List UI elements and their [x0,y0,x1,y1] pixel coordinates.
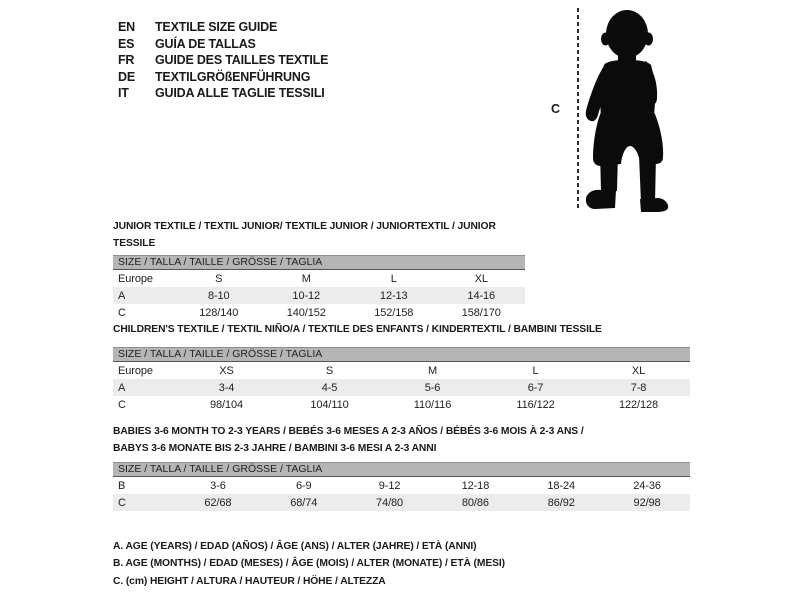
row-label: Europe [118,272,153,285]
lang-label: TEXTILE SIZE GUIDE [155,20,278,34]
table-cell: 10-12 [292,289,321,302]
table-cell: 9-12 [378,479,401,492]
table-cell: 152/158 [374,306,414,319]
table-row [113,379,690,396]
lang-label: GUIDE DES TAILLES TEXTILE [155,53,329,68]
toddler-silhouette-icon [580,5,690,215]
size-header-bar: SIZE / TALLA / TAILLE / GRÖSSE / TAGLIA [113,255,525,270]
table-cell: XS [219,364,234,377]
babies-size-table [113,477,690,511]
height-measure-dashed-line-icon [577,8,579,211]
row-label: C [118,306,126,319]
lang-row-es [118,36,328,53]
row-label: C [118,496,126,509]
table-cell: 8-10 [207,289,230,302]
table-cell: L [532,364,539,377]
table-cell: 3-6 [210,479,226,492]
babies-textile-section [113,423,690,511]
table-row [113,287,525,304]
junior-textile-section [113,218,525,321]
table-cell: 5-6 [424,381,441,394]
table-cell: 24-36 [633,479,661,492]
row-label: A [118,289,126,302]
table-cell: 98/104 [209,398,244,411]
table-cell: 6-7 [527,381,544,394]
table-cell: 116/122 [516,398,555,411]
table-cell: 86/92 [547,496,575,509]
lang-code: EN [118,20,135,34]
table-cell: 104/110 [310,398,349,411]
table-row [113,362,690,379]
section-title [113,423,690,457]
footnote-a: A. AGE (YEARS) / EDAD (AÑOS) / ÂGE (ANS) / ALTER (JAHRE) / ETÀ (ANNI) [113,541,477,552]
childrens-size-table [113,362,690,413]
lang-row-it [118,85,328,102]
lang-code: IT [118,86,129,101]
table-cell: 3-4 [218,381,235,394]
table-cell: XL [474,272,488,285]
table-cell: 4-5 [321,381,338,394]
table-row [113,396,690,413]
table-cell: 92/98 [633,496,661,509]
row-label: A [118,381,126,394]
size-header-bar: SIZE / TALLA / TAILLE / GRÖSSE / TAGLIA [113,462,690,477]
junior-size-table [113,270,525,321]
table-cell: M [427,364,438,377]
row-label: B [118,479,126,492]
footnotes [113,538,505,590]
table-cell: L [390,272,397,285]
section-title-line2: BABYS 3-6 MONATE BIS 2-3 JAHRE / BAMBINI 3-6 MESI A 2-3 ANNI [113,443,437,454]
table-row [113,270,525,287]
table-cell: 158/170 [461,306,501,319]
lang-row-en [118,19,328,36]
section-title: CHILDREN'S TEXTILE / TEXTIL NIÑO/A / TEXTILE DES ENFANTS / KINDERTEXTIL / BAMBINI TESSILE [113,324,602,335]
table-cell: 80/86 [461,496,489,509]
table-cell: 7-8 [630,381,647,394]
lang-label: TEXTILGRÖßENFÜHRUNG [155,69,311,84]
table-cell: 128/140 [199,306,239,319]
lang-code: FR [118,53,135,68]
footnote-c: C. (cm) HEIGHT / ALTURA / HAUTEUR / HÖHE / ALTEZZA [113,575,386,587]
lang-label: GUÍA DE TALLAS [155,36,256,51]
table-cell: 140/152 [286,306,326,319]
lang-row-fr [118,52,328,69]
table-cell: S [215,272,223,285]
section-title-line1: BABIES 3-6 MONTH TO 2-3 YEARS / BEBÉS 3-6 MESES A 2-3 AÑOS / BÉBÉS 3-6 MOIS À 2-3 ANS / [113,426,584,437]
lang-code: ES [118,36,135,51]
table-cell: 74/80 [376,496,404,509]
size-header-bar: SIZE / TALLA / TAILLE / GRÖSSE / TAGLIA [113,347,690,362]
table-cell: M [301,272,311,285]
table-row [113,304,525,321]
table-row [113,477,690,494]
table-cell: 14-16 [467,289,496,302]
table-cell: 62/68 [204,496,232,509]
height-measure-label: C [551,102,561,116]
row-label: Europe [118,364,153,377]
table-cell: 110/116 [413,398,452,411]
table-cell: S [325,364,334,377]
table-cell: 18-24 [547,479,576,492]
section-title: JUNIOR TEXTILE / TEXTIL JUNIOR/ TEXTILE JUNIOR / JUNIORTEXTIL / JUNIOR TESSILE [113,221,496,249]
table-cell: 12-13 [379,289,408,302]
table-cell: XL [631,364,646,377]
table-cell: 122/128 [618,398,659,411]
table-cell: 12-18 [461,479,490,492]
lang-label: GUIDA ALLE TAGLIE TESSILI [155,86,325,101]
lang-code: DE [118,69,135,84]
row-label: C [118,398,126,411]
table-row [113,494,690,511]
footnote-b: B. AGE (MONTHS) / EDAD (MESES) / ÂGE (MOIS) / ALTER (MONATE) / ETÀ (MESI) [113,558,505,570]
table-cell: 68/74 [290,496,318,509]
childrens-textile-section [113,321,690,413]
table-cell: 6-9 [295,479,312,492]
lang-row-de [118,69,328,86]
language-header [118,19,328,102]
